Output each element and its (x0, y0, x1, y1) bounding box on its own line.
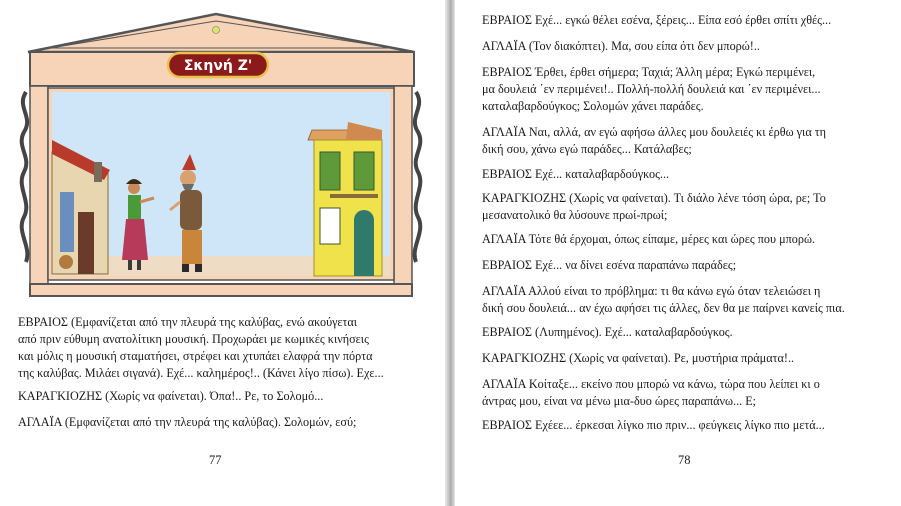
dialogue-line: ΕΒΡΑΙΟΣ Εχέεε... έρκεσαι λίγκο πιο πριν... φεύγκεις λίγκο πιο μετά... (482, 418, 825, 432)
dialogue-line: ΕΒΡΑΙΟΣ Εχέ... καταλαβαρδούγκος... (482, 167, 670, 181)
dialogue-paragraph (482, 124, 826, 158)
dialogue-line: ΚΑΡΑΓΚΙΟΖΗΣ (Χωρίς να φαίνεται). Τι διάλο λένε τόση ώρα, ρε; Το (482, 191, 826, 205)
left-scroll-ornament (22, 92, 28, 262)
dialogue-paragraph (18, 414, 356, 431)
dialogue-paragraph (482, 38, 760, 55)
dialogue-line: από πριν εύθυμη ανατολίτικη μουσική. Προχωράει με κωμικές κινήσεις (18, 332, 369, 346)
dialogue-paragraph (18, 388, 323, 405)
dialogue-paragraph (482, 324, 733, 341)
dialogue-line: ΕΒΡΑΙΟΣ (Εμφανίζεται από την πλευρά της καλύβας, ενώ ακούγεται (18, 315, 358, 329)
book-gutter (445, 0, 455, 506)
dialogue-line: μεσανατολικό θα λύσουνε πρωί-πρωί; (482, 208, 668, 222)
dialogue-paragraph (482, 417, 825, 434)
left-page (0, 0, 445, 506)
karagiozis-stage-illustration (16, 12, 426, 304)
dialogue-line: άντρας μου, είναι να μένω μια-δυο ώρες παραπάνω... Ε; (482, 394, 757, 408)
dialogue-line: ΕΒΡΑΙΟΣ Έρθει, έρθει σήμερα; Ταχιά; Άλλη μέρα; Εγκώ περιμένει, (482, 65, 816, 79)
dialogue-paragraph (18, 314, 384, 382)
dialogue-line: ΕΒΡΑΙΟΣ (Λυπημένος). Εχέ... καταλαβαρδούγκος. (482, 325, 733, 339)
scene-title: Σκηνή Ζ' (183, 58, 253, 74)
dialogue-paragraph (482, 190, 826, 224)
yellow-house (308, 122, 382, 276)
dialogue-line: ΕΒΡΑΙΟΣ Εχέ... να δίνει εσένα παραπάνω παράδες; (482, 258, 737, 272)
dialogue-paragraph (482, 283, 845, 317)
dialogue-paragraph (482, 376, 820, 410)
dialogue-line: ΑΓΛΑΪΑ Τότε θά έρχομαι, όπως είπαμε, μέρες και ώρες που μπορώ. (482, 232, 816, 246)
dialogue-line: της καλύβας. Μιλάει σιγανά). Εχέ... καλημέρος!.. (Κάνει λίγο πίσω). Εχε... (18, 366, 384, 380)
dialogue-line: ΚΑΡΑΓΚΙΟΖΗΣ (Χωρίς να φαίνεται). Όπα!.. Ρε, το Σολομό... (18, 389, 324, 403)
page-number-right: 78 (678, 453, 691, 467)
dialogue-line: ΑΓΛΑΪΑ Ναι, αλλά, αν εγώ αφήσω άλλες μου δουλειές κι έρθω για τη (482, 125, 827, 139)
right-page (455, 0, 901, 506)
dialogue-paragraph (482, 231, 815, 248)
dialogue-line: ΑΓΛΑΪΑ Αλλού είναι το πρόβλημα: τι θα κάνω εγώ όταν τελειώσει η (482, 284, 821, 298)
dialogue-line: μα δουλειά ΄εν περιμένει!.. Πολλή-πολλή δουλειά και ΄εν περιμένει... (482, 82, 821, 96)
page-number-left: 77 (209, 453, 222, 467)
dialogue-line: ΑΓΛΑΪΑ (Εμφανίζεται από την πλευρά της καλύβας). Σολομών, εσύ; (18, 415, 357, 429)
dialogue-line: ΑΓΛΑΪΑ (Τον διακόπτει). Μα, σου είπα ότι δεν μπορώ!.. (482, 39, 760, 53)
dialogue-paragraph (482, 12, 831, 29)
dialogue-line: καταλαβαρδούγκος; Σολομών χάνει παράδες. (482, 99, 704, 113)
dialogue-paragraph (482, 257, 736, 274)
dialogue-line: ΑΓΛΑΪΑ Κοίταξε... εκείνο που μπορώ να κάνω, τώρα που λείπει κι ο (482, 377, 820, 391)
dialogue-paragraph (482, 350, 794, 367)
dialogue-line: ΚΑΡΑΓΚΙΟΖΗΣ (Χωρίς να φαίνεται). Ρε, μυστήρια πράματα!.. (482, 351, 795, 365)
dialogue-line: και μόλις η μουσική σταματήσει, στρέφει και χτυπάει ελαφρά την πόρτα (18, 349, 373, 363)
dialogue-paragraph (482, 166, 669, 183)
right-scroll-ornament (415, 92, 421, 262)
dialogue-line: ΕΒΡΑΙΟΣ Εχέ... εγκώ θέλει εσένα, ξέρεις... Είπα εσό έρθει σπίτι χθές... (482, 13, 832, 27)
scene-title-plaque (168, 53, 268, 77)
dialogue-line: δική σου, χάνω εγώ παράδες... Κατάλαβες; (482, 142, 692, 156)
dialogue-line: δική σου δουλειά... αν έχω αφήσει τις άλλες, δεν θα με παίρνει κανείς πια. (482, 301, 845, 315)
dialogue-paragraph (482, 64, 821, 115)
